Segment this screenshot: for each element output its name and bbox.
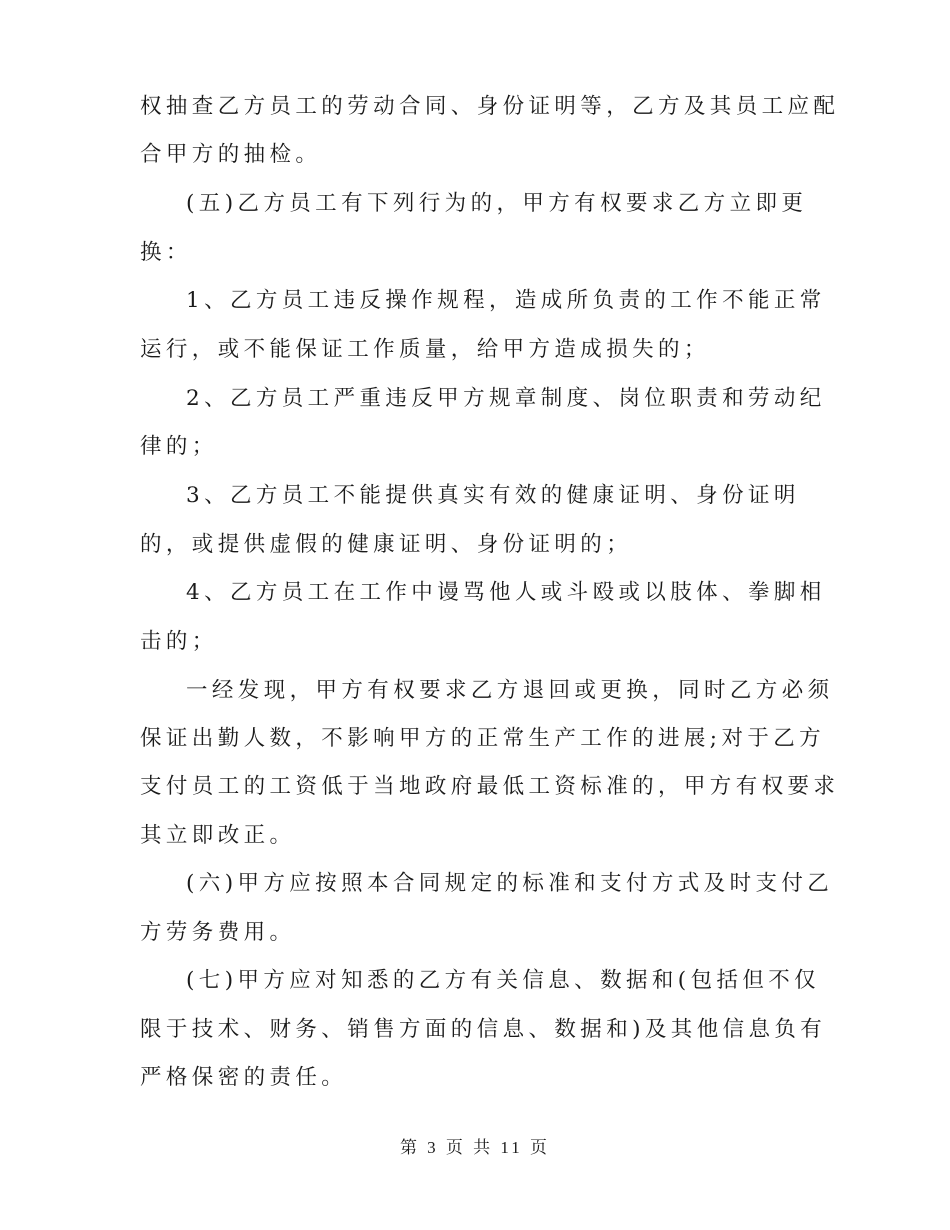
text-line: 运行，或不能保证工作质量，给甲方造成损失的； [140, 337, 710, 362]
text-line: 合甲方的抽检。 [140, 142, 322, 167]
text-line: 3、乙方员工不能提供真实有效的健康证明、身份证明 [186, 483, 800, 508]
text-line: 2、乙方员工严重违反甲方规章制度、岗位职责和劳动纪 [186, 386, 826, 411]
text-line: 换： [140, 240, 192, 265]
text-line: 支付员工的工资低于当地政府最低工资标准的，甲方有权要求 [140, 774, 840, 799]
text-line: 一经发现，甲方有权要求乙方退回或更换，同时乙方必须 [186, 678, 834, 703]
text-line: (六)甲方应按照本合同规定的标准和支付方式及时支付乙 [186, 871, 834, 896]
text-line: (五)乙方员工有下列行为的，甲方有权要求乙方立即更 [186, 191, 808, 216]
text-line: (七)甲方应对知悉的乙方有关信息、数据和(包括但不仅 [186, 968, 821, 993]
text-line: 方劳务费用。 [140, 920, 296, 945]
text-line: 权抽查乙方员工的劳动合同、身份证明等，乙方及其员工应配 [140, 94, 840, 119]
text-line: 击的； [140, 629, 218, 654]
text-line: 1、乙方员工违反操作规程，造成所负责的工作不能正常 [186, 288, 826, 313]
text-line: 其立即改正。 [140, 823, 296, 848]
text-line: 严格保密的责任。 [140, 1065, 348, 1090]
text-line: 的，或提供虚假的健康证明、身份证明的； [140, 532, 633, 557]
text-line: 保证出勤人数，不影响甲方的正常生产工作的进展;对于乙方 [140, 726, 826, 751]
text-line: 律的； [140, 434, 218, 459]
text-line: 4、乙方员工在工作中谩骂他人或斗殴或以肢体、拳脚相 [186, 580, 826, 605]
text-line: 限于技术、财务、销售方面的信息、数据和)及其他信息负有 [140, 1017, 827, 1042]
page-footer: 第 3 页 共 11 页 [399, 1138, 551, 1157]
